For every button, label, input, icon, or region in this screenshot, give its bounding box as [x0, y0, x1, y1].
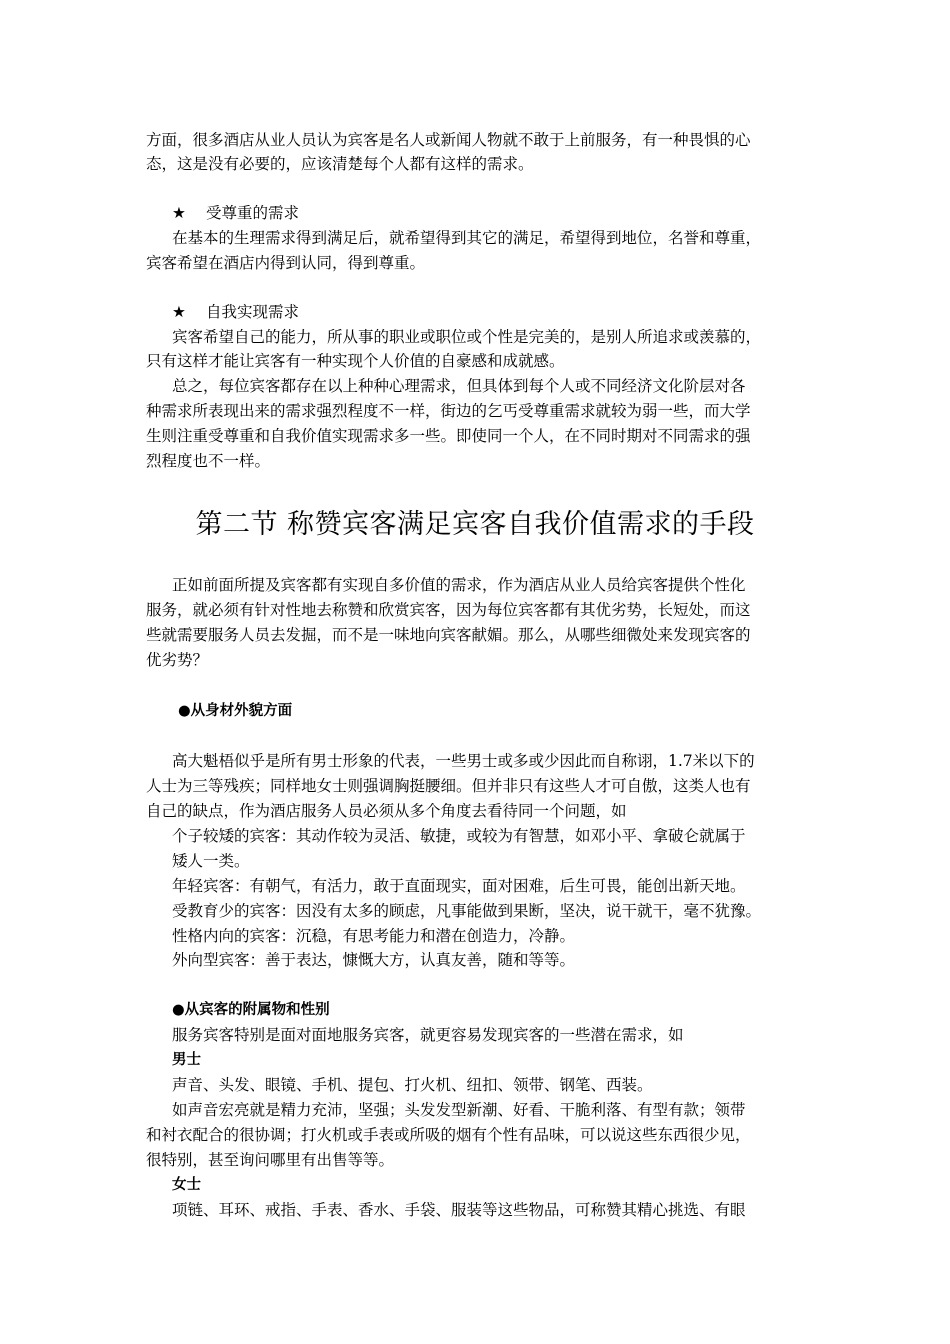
paragraph-line: 正如前面所提及宾客都有实现自多价值的需求，作为酒店从业人员给宾客提供个性化 — [172, 576, 746, 594]
paragraph-line: 些就需要服务人员去发掘，而不是一味地向宾客献媚。那么，从哪些细微处来发现宾客的 — [146, 626, 751, 644]
paragraph-line: 服务，就必须有针对性地去称赞和欣赏宾客，因为每位宾客都有其优劣势，长短处，而这 — [146, 601, 751, 619]
paragraph-line: 如声音宏亮就是精力充沛，坚强；头发发型新潮、好看、干脆利落、有型有款；领带 — [172, 1101, 746, 1119]
paragraph-line: 生则注重受尊重和自我价值实现需求多一些。即使同一个人，在不同时期对不同需求的强 — [146, 427, 751, 445]
male-label: 男士 — [172, 1052, 201, 1068]
list-item: 外向型宾客：善于表达，慷慨大方，认真友善，随和等等。 — [172, 951, 576, 969]
female-label: 女士 — [172, 1177, 201, 1193]
paragraph-line: 在基本的生理需求得到满足后，就希望得到其它的满足，希望得到地位，名誉和尊重， — [172, 229, 762, 247]
respect-need-heading — [172, 201, 299, 225]
paragraph-line: 人士为三等残疾；同样地女士则强调胸挺腰细。但并非只有这些人才可自傲，这类人也有 — [146, 777, 751, 795]
appearance-subheading: ●从身材外貌方面 — [178, 703, 293, 719]
paragraph-line: 优劣势？ — [146, 651, 209, 669]
paragraph-line: 声音、头发、眼镜、手机、提包、打火机、纽扣、领带、钢笔、西装。 — [172, 1076, 653, 1094]
paragraph-line: 很特别，甚至询问哪里有出售等等。 — [146, 1151, 395, 1169]
paragraph-line: 态，这是没有必要的，应该清楚每个人都有这样的需求。 — [146, 155, 534, 173]
paragraph-line: 方面，很多酒店从业人员认为宾客是名人或新闻人物就不敢于上前服务，有一种畏惧的心 — [146, 131, 751, 149]
paragraph-line: 项链、耳环、戒指、手表、香水、手袋、服装等这些物品，可称赞其精心挑选、有眼 — [172, 1201, 746, 1219]
list-item: 受教育少的宾客：因没有太多的顾虑，凡事能做到果断，坚决，说干就干，毫不犹豫。 — [172, 902, 762, 920]
paragraph-line: 高大魁梧似乎是所有男士形象的代表，一些男士或多或少因此而自称诩，1.7米以下的 — [172, 752, 755, 770]
paragraph-line: 烈程度也不一样。 — [146, 452, 271, 470]
paragraph-line: 自己的缺点，作为酒店服务人员必须从多个角度去看待同一个问题，如 — [146, 802, 627, 820]
belongings-subheading: ●从宾客的附属物和性别 — [172, 1002, 330, 1018]
list-item: 矮人一类。 — [172, 852, 250, 870]
paragraph-line: 宾客希望在酒店内得到认同，得到尊重。 — [146, 254, 426, 272]
paragraph-line: 种需求所表现出来的需求强烈程度不一样，街边的乞丐受尊重需求就较为弱一些，而大学 — [146, 402, 751, 420]
paragraph-line: 宾客希望自己的能力，所从事的职业或职位或个性是完美的，是别人所追求或羡慕的， — [172, 328, 762, 346]
paragraph-line: 总之，每位宾客都存在以上种种心理需求，但具体到每个人或不同经济文化阶层对各 — [172, 377, 746, 395]
list-item: 个子较矮的宾客：其动作较为灵活、敏捷，或较为有智慧，如邓小平、拿破仑就属于 — [172, 827, 746, 845]
star-icon: ★ — [172, 303, 186, 321]
paragraph-line: 服务宾客特别是面对面地服务宾客，就更容易发现宾客的一些潜在需求，如 — [172, 1026, 684, 1044]
list-item: 年轻宾客：有朝气，有活力，敢于直面现实，面对困难，后生可畏，能创出新天地。 — [172, 877, 746, 895]
section-heading: 第二节 称赞宾客满足宾客自我价值需求的手段 — [195, 509, 755, 540]
list-item: 性格内向的宾客：沉稳，有思考能力和潜在创造力，冷静。 — [172, 927, 576, 945]
paragraph-line: 和衬衣配合的很协调；打火机或手表或所吸的烟有个性有品味，可以说这些东西很少见， — [146, 1126, 751, 1144]
self-actualization-title: 自我实现需求 — [206, 303, 300, 321]
self-actualization-heading — [172, 300, 299, 324]
star-icon: ★ — [172, 204, 186, 222]
respect-need-title: 受尊重的需求 — [206, 204, 300, 222]
paragraph-line: 只有这样才能让宾客有一种实现个人价值的自豪感和成就感。 — [146, 352, 565, 370]
